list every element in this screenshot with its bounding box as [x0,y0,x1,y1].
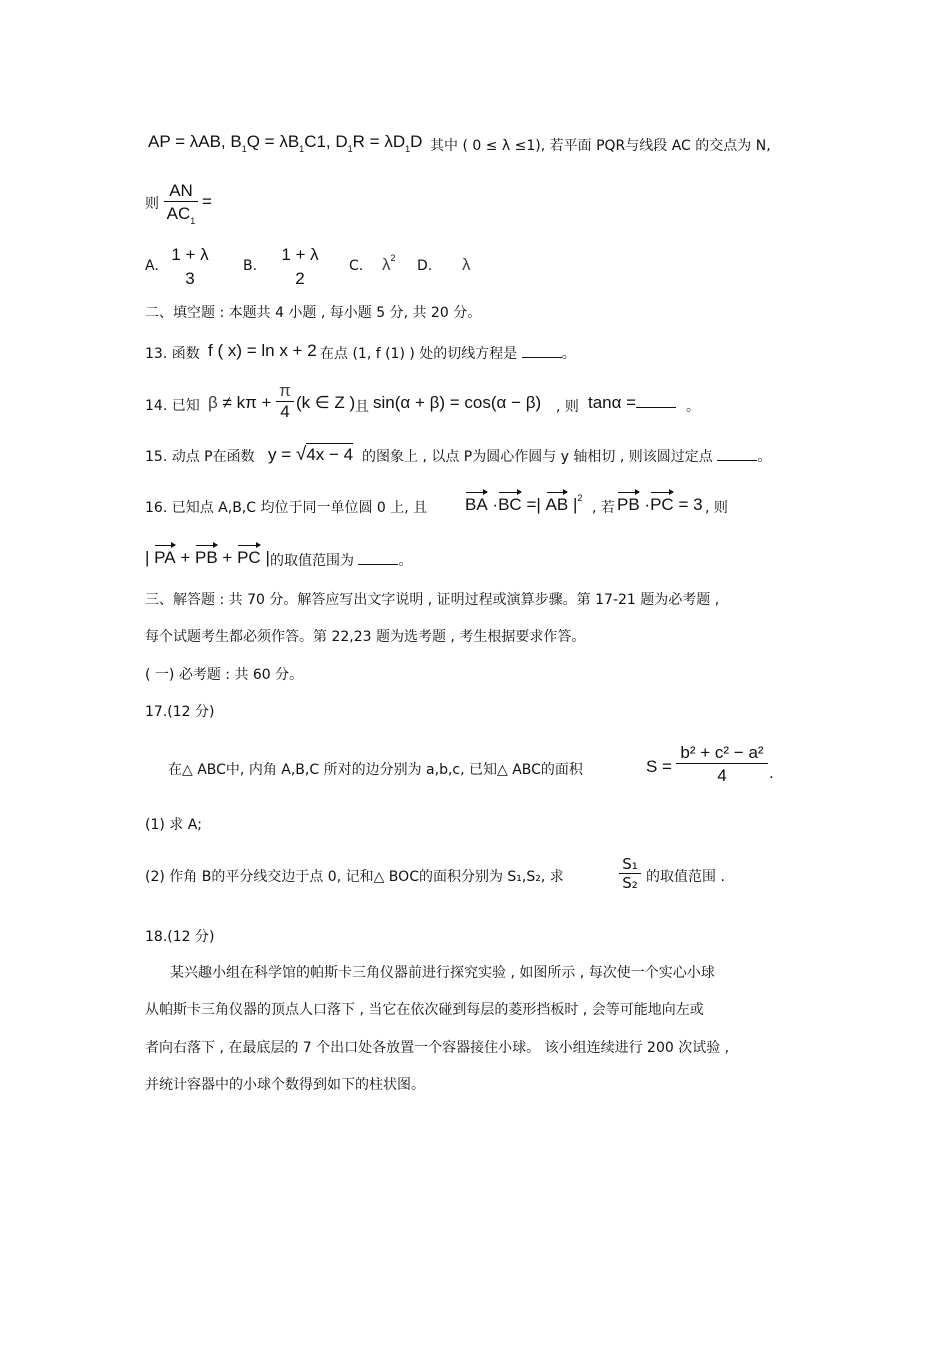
q18-line-2: 从帕斯卡三角仪器的顶点人口落下 , 当它在依次碰到每层的菱形挡板时 , 会等可能地向左或 [145,1002,704,1018]
option-a-fraction [168,245,212,289]
q15-function: y = √4x − 4 [268,444,354,465]
q16-vector-condition: BA ·BC =| AB $|^2$ [465,493,583,514]
ratio-numerator: S₁ [622,855,638,873]
q12-ze: 则 [145,196,159,212]
q12-equals: = [202,192,212,211]
q17-part-1: (1) 求 A; [145,817,203,833]
area-denominator: 4 [676,763,768,786]
q16-line1-text: 16. 已知点 A,B,C 均位于同一单位圆 0 上, 且 [145,500,428,516]
required-heading: ( 一) 必考题 : 共 60 分。 [145,667,304,683]
answer-blank [522,344,562,358]
q15-number: 15. 动点 P在函数 [145,449,255,465]
q16-ruo: , 若 [592,500,615,516]
q18-line-4: 并统计容器中的小球个数得到如下的柱状图。 [145,1077,425,1093]
q14-pi-fraction [276,381,294,422]
option-b-denominator: 2 [295,269,305,288]
section-3-line-2: 每个试题考生都必须作答。第 22,23 题为选考题 , 考生根据要求作答。 [145,629,586,645]
fraction-denominator: $AC_1$ [164,201,198,224]
q13-expression: f ( x) = ln x + 2 [208,341,317,360]
q14-condition: β ≠ kπ + [208,393,272,412]
pi-numerator: π [279,381,291,400]
q17-part-2-text: (2) 作角 B的平分线交边于点 0, 记和△ BOC的面积分别为 S₁,S₂, 求 [145,869,564,885]
answer-blank [717,447,757,461]
option-a-denominator: 3 [185,269,195,288]
answer-blank [358,551,398,565]
q14-kz: (k ∈ Z ) [296,393,356,412]
q14-tan: tanα = [588,393,676,413]
area-numerator: b² + c² − a² [680,743,764,762]
option-a-numerator: 1 + λ [171,245,209,264]
option-b-numerator: 1 + λ [281,245,319,264]
q14-number: 14. 已知 [145,398,200,414]
q12-condition: 其中 ( 0 ≤ λ ≤1), 若平面 PQR与线段 AC 的交点为 N, [430,138,771,154]
q15-text: 的图象上 , 以点 P为圆心作圆与 y 轴相切 , 则该圆过定点 。 [362,449,772,465]
q17-ratio-fraction [619,855,641,892]
option-d-value: λ [462,255,471,274]
answer-blank [636,394,676,408]
q16-line2-text: 的取值范围为 。 [270,553,413,569]
q14-then: , 则 [556,399,579,415]
section-2-heading: 二、填空题 : 本题共 4 小题 , 每小题 5 分, 共 20 分。 [145,305,482,321]
q16-dot-product: PB ·PC = 3 [617,495,703,514]
q16-ze: , 则 [705,500,728,516]
option-b-label: B. [243,258,258,274]
q16-sum-abs: | PA + PB + PC | [145,548,270,567]
pi-denominator: 4 [276,401,294,422]
q18-heading: 18.(12 分) [145,929,215,945]
q17-text: 在△ ABC中, 内角 A,B,C 所对的边分别为 a,b,c, 已知△ ABC的面积 [168,762,583,778]
ratio-denominator: S₂ [619,873,641,892]
q14-equation: sin(α + β) = cos(α − β) [373,393,542,412]
q18-line-1: 某兴趣小组在科学馆的帕斯卡三角仪器前进行探究实验 , 如图所示 , 每次使一个实心小球 [170,965,715,981]
q12-fraction [164,181,198,224]
section-3-line-1: 三、解答题 : 共 70 分。解答应写出文字说明 , 证明过程或演算步骤。第 17-21 题为必考题 , [145,592,720,608]
option-c-label: C. [349,258,364,274]
fraction-numerator: AN [169,181,193,200]
q13-text: 在点 (1, f (1) ) 处的切线方程是 。 [320,346,576,362]
option-a-label: A. [145,258,159,274]
option-d-label: D. [417,258,433,274]
q17-part-2-end: 的取值范围 . [646,869,725,885]
q14-qie: 且 [355,399,369,415]
q17-heading: 17.(12 分) [145,704,215,720]
option-b-fraction [278,245,322,289]
q17-s-equals: S = [646,757,672,776]
q18-line-3: 者向右落下 , 在最底层的 7 个出口处各放置一个容器接住小球。 该小组连续进行 200 次试验 , [145,1040,730,1056]
q17-period: . [769,763,774,782]
q14-end: 。 [686,399,700,415]
option-c-value: $\lambda^2$ [382,253,396,274]
q13-number: 13. 函数 [145,346,200,362]
q12-formula: AP = λAB, $B_1Q = \lambda B_1C1$, $D_1R = \lambda D_1D$ [148,132,423,154]
q17-area-fraction [676,743,768,786]
